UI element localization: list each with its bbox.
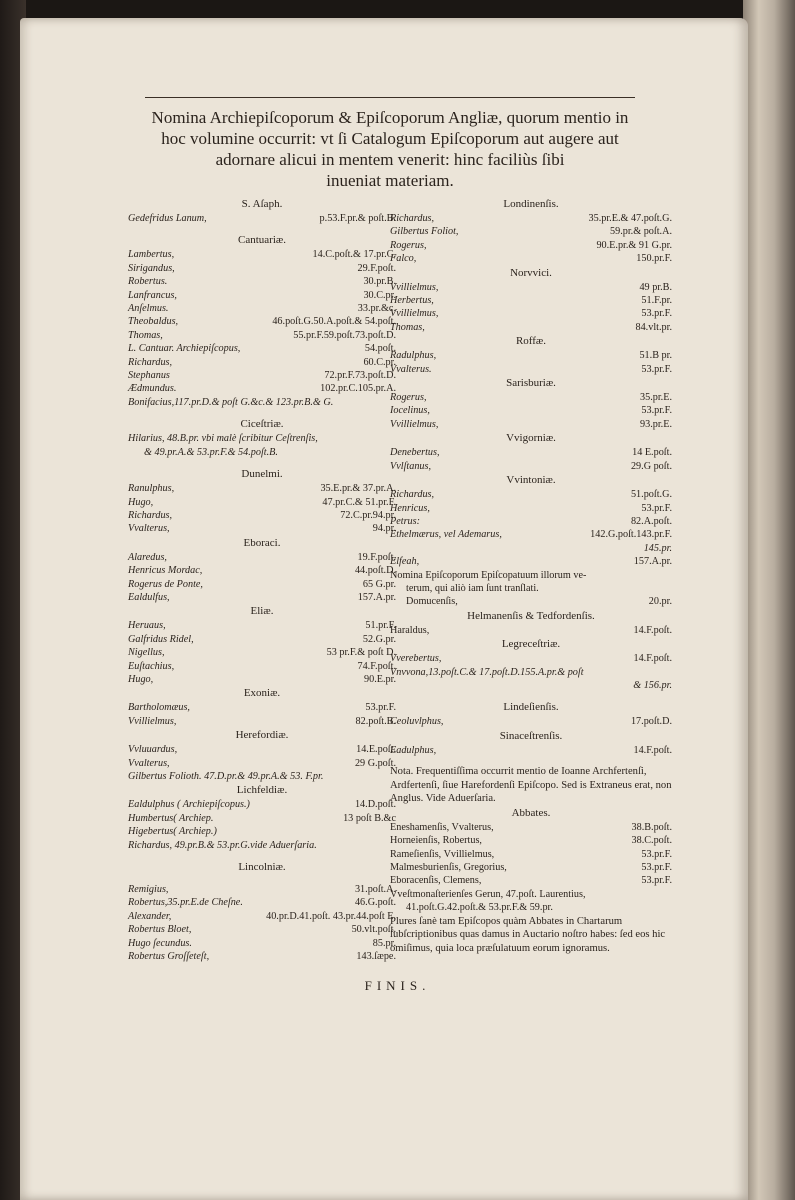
index-line: Nomina Epiſcoporum Epiſcopatuum illorum ve- xyxy=(390,569,587,581)
entry-name: Lambertus, xyxy=(128,249,175,261)
index-entry xyxy=(128,923,396,936)
entry-name: Remigius, xyxy=(128,884,169,896)
entry-name: Thomas, xyxy=(128,329,163,341)
index-entry xyxy=(128,248,396,261)
entry-name: Robertus. xyxy=(128,276,168,288)
entry-reference: 30.C.pr. xyxy=(363,289,396,301)
section-heading: Exoniæ. xyxy=(243,687,281,700)
entry-name: Petrus: xyxy=(390,515,420,527)
heading-line: inueniat materiam. xyxy=(326,171,454,190)
index-entry xyxy=(128,315,396,328)
entry-reference: 53.pr.F. xyxy=(641,405,672,417)
index-entry xyxy=(128,369,396,382)
index-entry xyxy=(128,743,396,756)
entry-reference: 44.poſt.D. xyxy=(354,565,396,577)
entry-name: Eneshamenſis, Vvalterus, xyxy=(390,821,494,833)
index-line: 41.poſt.G.42.poſt.& 53.pr.F.& 59.pr. xyxy=(406,902,553,914)
index-entry xyxy=(128,883,396,896)
index-entry xyxy=(128,798,396,811)
entry-reference: 53.pr.F. xyxy=(641,502,672,514)
entry-name: Hugo ſecundus. xyxy=(128,937,192,949)
entry-name: Eadulphus, xyxy=(390,744,437,756)
entry-name: Stephanus xyxy=(128,370,170,382)
index-entry xyxy=(390,744,672,757)
entry-reference: 47.pr.C.& 51.pr.F. xyxy=(322,496,396,508)
entry-reference: 59.pr.& poſt.A. xyxy=(610,226,672,238)
index-line: & 49.pr.A.& 53.pr.F.& 54.poſt.B. xyxy=(144,446,278,458)
section-heading: Lichfeldiæ. xyxy=(236,784,288,797)
entry-name: Robertus Bloet, xyxy=(128,924,192,936)
entry-name: Robertus,35.pr.E.de Cheſne. xyxy=(128,897,243,909)
index-entry xyxy=(128,509,396,522)
entry-reference: 50.vlt.poſt. xyxy=(351,924,396,936)
entry-reference: p.53.F.pr.& poſt.B. xyxy=(319,213,396,224)
index-entry xyxy=(390,555,672,568)
index-entry xyxy=(128,551,396,564)
entry-reference: 53 pr.F.& poſt D. xyxy=(326,647,396,659)
entry-name: Henricus, xyxy=(390,502,430,514)
entry-name: Vvillielmus, xyxy=(390,281,439,293)
entry-name: L. Cantuar. Archiepiſcopus, xyxy=(128,343,241,355)
section-heading: Roffæ. xyxy=(515,335,547,348)
index-entry xyxy=(390,225,672,238)
entry-reference: 143.ſæpe. xyxy=(356,951,396,963)
entry-name: Vvillielmus, xyxy=(390,418,439,430)
index-entry xyxy=(390,528,672,541)
entry-reference: 20.pr. xyxy=(648,596,672,608)
index-entry xyxy=(128,757,396,770)
entry-name: Falco, xyxy=(390,253,417,265)
entry-name: Gilbertus Foliot, xyxy=(390,226,459,238)
index-entry xyxy=(128,673,396,686)
entry-name: Elfeah, xyxy=(390,556,420,568)
entry-name: Vvluuardus, xyxy=(128,744,178,756)
index-line: Vveſtmonaſterienſes Gerun, 47.poſt. Laurentius, xyxy=(390,888,586,900)
right-column xyxy=(390,197,672,955)
index-entry xyxy=(390,460,672,473)
entry-name: Alexander, xyxy=(128,910,172,922)
section-heading: S. Aſaph. xyxy=(241,198,283,210)
index-entry xyxy=(128,619,396,632)
entry-name: Vvlſtanus, xyxy=(390,460,432,472)
entry-name: Herbertus, xyxy=(390,295,434,307)
entry-name: Ealdulfus, xyxy=(128,591,170,603)
spacer xyxy=(390,757,672,765)
index-entry xyxy=(390,294,672,307)
section-heading: Helmanenſis & Tedfordenſis. xyxy=(467,609,595,622)
index-entry xyxy=(390,874,672,887)
entry-name: Richardus, xyxy=(390,213,435,224)
section-heading: Norvvici. xyxy=(510,266,552,279)
entry-reference: 93.pr.E. xyxy=(640,418,672,430)
entry-name: Vvalterus, xyxy=(128,757,170,769)
entry-reference: 51.F.pr. xyxy=(641,295,672,307)
entry-reference: 142.G.poſt.143.pr.F. xyxy=(590,529,672,541)
index-entry xyxy=(390,418,672,431)
entry-reference: 33.pr.&c. xyxy=(357,303,396,315)
entry-name: Richardus, xyxy=(390,489,435,501)
entry-reference: 53.pr.F. xyxy=(641,308,672,320)
entry-reference: 49 pr.B. xyxy=(639,281,672,293)
page-edges-right xyxy=(743,0,795,1200)
index-entry xyxy=(128,342,396,355)
entry-name: Humbertus( Archiep. xyxy=(128,812,214,824)
entry-name: Rogerus de Ponte, xyxy=(128,578,203,590)
index-entry xyxy=(390,652,672,665)
index-entry xyxy=(390,363,672,376)
section-heading: Sinaceſtrenſis. xyxy=(499,729,563,742)
entry-reference: 17.poſt.D. xyxy=(630,716,672,728)
entry-reference: 14.C.poſt.& 17.pr.C. xyxy=(312,249,396,261)
index-entry xyxy=(128,950,396,963)
entry-reference: 65 G.pr. xyxy=(362,578,396,590)
index-entry xyxy=(390,821,672,834)
section-heading: Lindeſienſis. xyxy=(503,701,559,714)
heading-line: hoc volumine occurrit: vt ſi Catalogum Epiſcoporum aut augere aut xyxy=(161,129,619,148)
entry-name: Radulphus, xyxy=(390,350,437,362)
index-entry xyxy=(390,321,672,334)
entry-reference: 14.F.poſt. xyxy=(633,624,672,636)
entry-name: Alaredus, xyxy=(128,551,167,563)
entry-reference: 150.pr.F. xyxy=(636,253,672,265)
index-entry xyxy=(128,496,396,509)
spacer xyxy=(128,875,396,883)
section-heading: Eliæ. xyxy=(250,605,274,618)
spacer xyxy=(128,225,396,233)
entry-reference: 53.pr.F. xyxy=(641,875,672,887)
index-entry xyxy=(390,861,672,874)
entry-reference: 38.B.poſt. xyxy=(631,821,672,833)
entry-reference: 30.pr.B. xyxy=(363,276,396,288)
section-heading: Londinenſis. xyxy=(503,198,559,210)
index-entry xyxy=(128,482,396,495)
section-heading: Eboraci. xyxy=(243,536,281,549)
index-entry xyxy=(128,329,396,342)
page-heading xyxy=(125,107,655,191)
entry-name: Malmesburienſis, Gregorius, xyxy=(390,861,507,873)
index-entry xyxy=(390,488,672,501)
index-entry xyxy=(390,515,672,528)
entry-reference: 14.F.poſt. xyxy=(633,744,672,756)
section-heading: Herefordiæ. xyxy=(235,729,289,742)
index-entry xyxy=(390,212,672,225)
spacer xyxy=(390,692,672,700)
entry-reference: 85.pr. xyxy=(372,937,396,949)
index-entry xyxy=(390,834,672,847)
entry-name: Sirigandus, xyxy=(128,262,175,274)
index-line: terum, qui aliò iam ſunt tranſlati. xyxy=(406,582,539,594)
index-entry xyxy=(390,281,672,294)
index-entry xyxy=(128,812,396,825)
section-heading: Dunelmi. xyxy=(241,468,283,481)
entry-reference: 35.E.pr.& 37.pr.A. xyxy=(320,483,396,495)
entry-name: Rameſienſis, Vvillielmus, xyxy=(390,848,495,860)
entry-reference: 53.pr.F. xyxy=(641,848,672,860)
entry-reference: 51.B pr. xyxy=(639,350,672,362)
index-entry xyxy=(128,275,396,288)
entry-reference: 38.C.poſt. xyxy=(631,835,672,847)
entry-reference: 31.poſt.A. xyxy=(354,884,396,896)
entry-reference: 35.pr.E. xyxy=(640,392,672,404)
entry-name: Rogerus, xyxy=(390,239,427,251)
entry-reference: 35.pr.E.& 47.poſt.G. xyxy=(588,213,672,224)
index-entry xyxy=(390,848,672,861)
entry-name: Gedefridus Lanum, xyxy=(128,213,207,224)
entry-name: Richardus, xyxy=(128,509,173,521)
entry-name: Ædmundus. xyxy=(128,383,177,395)
entry-name: Rogerus, xyxy=(390,392,427,404)
entry-reference: 51.pr.F. xyxy=(365,620,396,632)
header-rule xyxy=(145,97,635,98)
entry-reference: 84.vlt.pr. xyxy=(635,321,672,333)
entry-name: Hugo, xyxy=(128,673,154,685)
index-entry xyxy=(390,715,672,728)
entry-name: Euſtachius, xyxy=(128,660,175,672)
spacer xyxy=(128,409,396,417)
index-line: Bonifacius,117.pr.D.& poſt G.&c.& 123.pr.B.& G. xyxy=(128,396,334,408)
entry-name: Hugo, xyxy=(128,496,154,508)
entry-reference: 13 poſt B.&c xyxy=(343,812,396,824)
index-line: 145.pr. xyxy=(643,542,672,554)
entry-name: Vvillielmus, xyxy=(128,715,177,727)
index-entry xyxy=(390,502,672,515)
entry-reference: 82.poſt.B. xyxy=(355,715,396,727)
entry-reference: 46.G.poſt. xyxy=(354,897,396,909)
index-entry xyxy=(128,302,396,315)
entry-reference: 29.G poſt. xyxy=(630,460,672,472)
index-entry xyxy=(390,349,672,362)
entry-name: Henricus Mordac, xyxy=(128,565,203,577)
entry-name: Ethelmærus, vel Ademarus, xyxy=(390,529,502,541)
index-entry xyxy=(390,252,672,265)
entry-reference: 157.A.pr. xyxy=(633,556,672,568)
entry-reference: 19.F.poſt. xyxy=(357,551,396,563)
entry-name: Horneienſis, Robertus, xyxy=(390,835,482,847)
index-entry xyxy=(128,660,396,673)
entry-reference: 14.F.poſt. xyxy=(633,653,672,665)
entry-reference: 90.E.pr. xyxy=(364,673,396,685)
index-line: Gilbertus Folioth. 47.D.pr.& 49.pr.A.& 53. F.pr. xyxy=(128,771,324,782)
index-entry xyxy=(128,646,396,659)
index-entry xyxy=(390,446,672,459)
finis-text: FINIS. xyxy=(364,978,431,993)
entry-name: Galfridus Ridel, xyxy=(128,633,194,645)
entry-name: Ealdulphus ( Archiepiſcopus.) xyxy=(128,799,250,811)
entry-name: Haraldus, xyxy=(390,624,430,636)
entry-name: Eboracenſis, Clemens, xyxy=(390,875,482,887)
entry-name: Thomas, xyxy=(390,321,425,333)
note-paragraph: Nota. Frequentiſſima occurrit mentio de Ioanne Archfertenſi, Ardfertenſi, ſiue Harefordenſi Epiſcopo. Sed is Extraneus erat, non Anglus. Vide Aduerſaria. xyxy=(390,766,672,805)
index-entry xyxy=(128,910,396,923)
entry-reference: 51.poſt.G. xyxy=(630,489,672,501)
entry-name: Bartholomæus, xyxy=(128,702,190,714)
entry-name: Robertus Groſſeteſt, xyxy=(128,951,210,963)
section-heading: Legreceſtriæ. xyxy=(501,638,561,651)
section-heading: Vvintoniæ. xyxy=(506,474,556,487)
index-entry xyxy=(128,356,396,369)
section-heading: Ciceſtriæ. xyxy=(240,418,284,431)
entry-name: Vvillielmus, xyxy=(390,308,439,320)
entry-reference: 94.pr. xyxy=(372,523,396,535)
entry-name: Ranulphus, xyxy=(128,483,175,495)
entry-reference: 53.pr.F. xyxy=(641,363,672,375)
index-line: & 156.pr. xyxy=(633,679,672,691)
index-entry xyxy=(128,382,396,395)
entry-reference: 14.E.poſt. xyxy=(356,744,396,756)
section-heading: Cantuariæ. xyxy=(238,234,286,247)
entry-name: Iocelinus, xyxy=(390,405,430,417)
entry-reference: 72.C.pr.94.pr. xyxy=(340,509,396,521)
index-entry xyxy=(390,404,672,417)
left-column xyxy=(128,197,396,963)
entry-name: Anſelmus. xyxy=(128,303,169,315)
index-entry xyxy=(128,591,396,604)
entry-name: Vverebertus, xyxy=(390,653,442,665)
entry-reference: 52.G.pr. xyxy=(362,633,396,645)
section-heading: Abbates. xyxy=(511,806,551,819)
index-entry xyxy=(128,522,396,535)
entry-reference: 55.pr.F.59.poſt.73.poſt.D. xyxy=(293,329,396,341)
index-entry xyxy=(390,624,672,637)
index-entry xyxy=(390,595,672,608)
entry-reference: 102.pr.C.105.pr.A. xyxy=(320,383,396,395)
index-entry xyxy=(128,289,396,302)
heading-line: Nomina Archiepiſcoporum & Epiſcoporum Angliæ, quorum mentio in xyxy=(151,108,629,127)
index-line: Vnvvona,13.poſt.C.& 17.poſt.D.155.A.pr.& poſt xyxy=(390,666,584,678)
index-entry xyxy=(128,715,396,728)
entry-reference: 157.A.pr. xyxy=(357,591,396,603)
index-entry xyxy=(128,937,396,950)
entry-name: Theobaldus, xyxy=(128,316,179,328)
entry-reference: 53.pr.F. xyxy=(641,861,672,873)
entry-reference: 82.A.poſt. xyxy=(630,515,672,527)
entry-reference: 53.pr.F. xyxy=(365,702,396,714)
index-entry xyxy=(128,212,396,225)
index-entry xyxy=(128,578,396,591)
note-paragraph: Plures ſanè tam Epiſcopos quàm Abbates in Chartarum ſubſcriptionibus quas damus in Auctario noſtro habes: ſed eos hic omiſimus, quia loca præſulatuum eorum ignoramus. xyxy=(390,915,666,954)
entry-name: Vvalterus. xyxy=(390,363,432,375)
section-heading: Sarisburiæ. xyxy=(506,377,556,390)
index-entry xyxy=(390,391,672,404)
index-entry xyxy=(128,262,396,275)
entry-reference: 46.poſt.G.50.A.poſt.& 54.poſt. xyxy=(272,316,396,328)
index-line: Richardus, 49.pr.B.& 53.pr.G.vide Aduerſaria. xyxy=(128,839,317,851)
index-line: Hilarius, 48.B.pr. vbi malè ſcribitur Ceſtrenſis, xyxy=(128,433,318,445)
heading-line: adornare alicui in mentem venerit: hinc faciliùs ſibi xyxy=(215,150,565,169)
entry-reference: 14.D.poſt. xyxy=(354,799,396,811)
entry-reference: 74.F.poſt. xyxy=(357,660,396,672)
entry-name: Vvalterus, xyxy=(128,523,170,535)
index-entry xyxy=(390,307,672,320)
entry-reference: 54.poſt. xyxy=(364,343,396,355)
index-entry xyxy=(128,564,396,577)
index-entry xyxy=(128,701,396,714)
entry-name: Nigellus, xyxy=(128,647,165,659)
entry-name: Richardus, xyxy=(128,356,173,368)
section-heading: Lincolniæ. xyxy=(238,861,286,874)
entry-reference: 29.F.poſt. xyxy=(357,262,396,274)
spacer xyxy=(128,852,396,860)
entry-reference: 72.pr.F.73.poſt.D. xyxy=(324,370,396,382)
spacer xyxy=(128,459,396,467)
entry-reference: 60.C.pr. xyxy=(363,356,396,368)
section-heading: Vvigorniæ. xyxy=(506,432,556,445)
entry-reference: 29 G.poſt. xyxy=(354,757,396,769)
index-line: Higebertus( Archiep.) xyxy=(128,826,217,838)
entry-name: Heruaus, xyxy=(128,620,166,632)
entry-reference: 40.pr.D.41.poſt. 43.pr.44.poſt E. xyxy=(266,910,396,922)
index-entry xyxy=(128,896,396,909)
index-entry xyxy=(390,239,672,252)
entry-reference: 14 E.poſt. xyxy=(632,447,672,459)
index-entry xyxy=(128,633,396,646)
entry-reference: 90.E.pr.& 91 G.pr. xyxy=(596,239,672,251)
entry-name: Ceoluvlphus, xyxy=(390,716,444,728)
entry-name: Domucenſis, xyxy=(406,596,458,608)
entry-name: Denebertus, xyxy=(390,447,440,459)
entry-name: Lanfrancus, xyxy=(128,289,177,301)
